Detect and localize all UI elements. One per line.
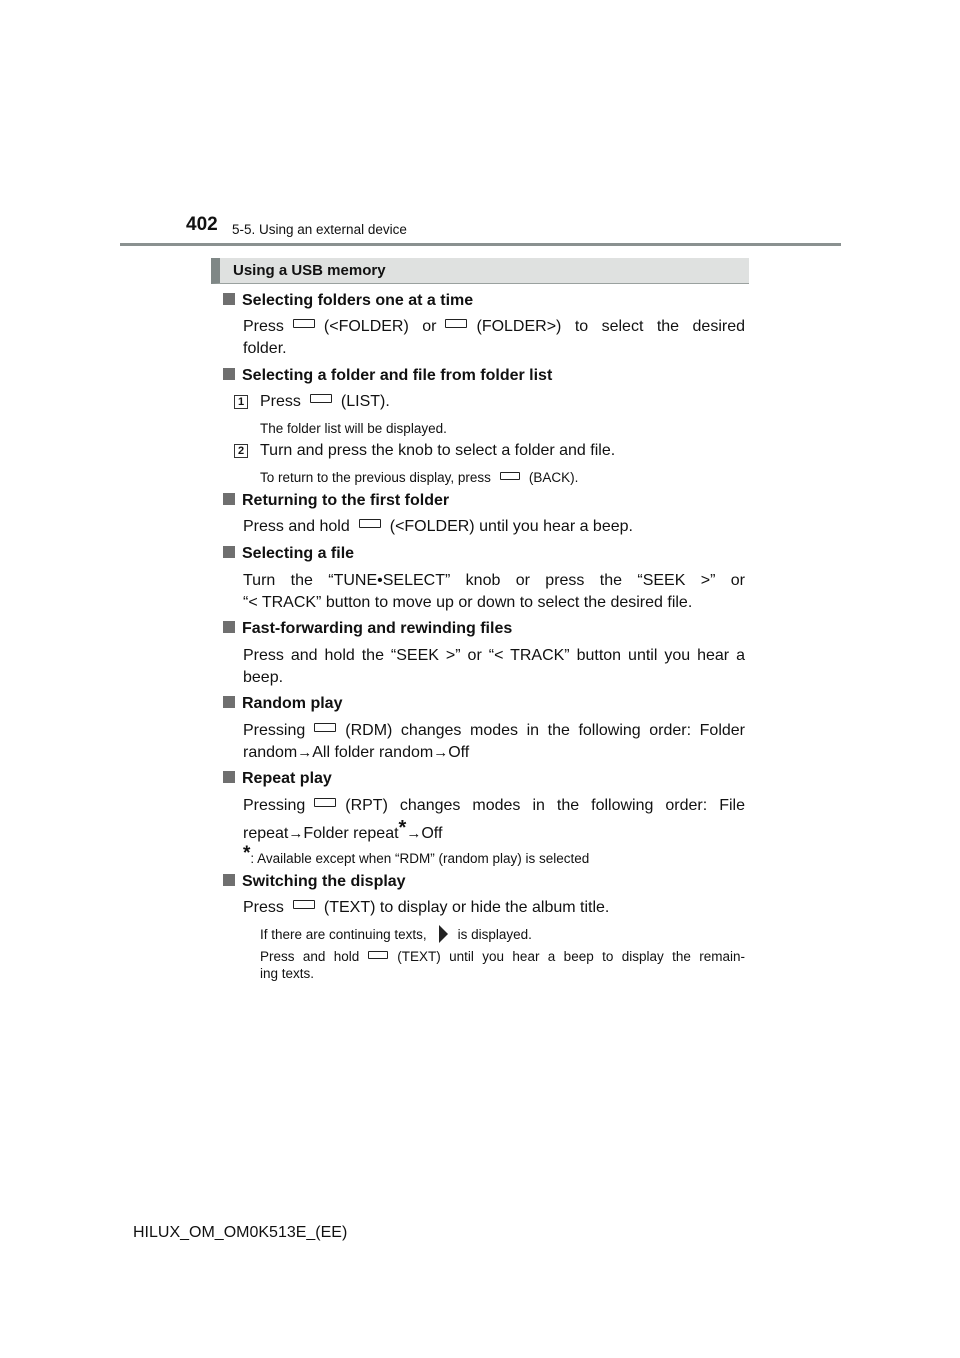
asterisk-mark: * <box>243 843 251 864</box>
step-2-text: Turn and press the knob to select a folder and file. <box>260 442 616 459</box>
paragraph-repeat-play-line2: repeat→Folder repeat*→Off <box>243 817 443 842</box>
square-bullet-icon <box>223 368 235 380</box>
note-continuing-texts: If there are continuing texts, is displayed. <box>260 927 532 942</box>
step-number-2: 2 <box>234 444 248 458</box>
paragraph-switching-display: Press (TEXT) to display or hide the album title. <box>243 899 610 916</box>
square-bullet-icon <box>223 621 235 633</box>
button-icon <box>293 319 315 328</box>
section-title: Using a USB memory <box>233 262 386 279</box>
page-number: 402 <box>186 214 218 235</box>
button-icon <box>293 900 315 909</box>
button-icon <box>310 394 332 403</box>
subheading-selecting-file: Selecting a file <box>223 544 354 564</box>
document-footer-code: HILUX_OM_OM0K513E_(EE) <box>133 1224 348 1241</box>
paragraph-selecting-folders-line2: folder. <box>243 340 287 357</box>
paragraph-fast-forward-line1: Press and hold the “SEEK >” or “< TRACK” button until you hear a <box>243 647 745 664</box>
paragraph-selecting-folders-line1: Press (<FOLDER) or (FOLDER>) to select the desired <box>243 318 745 335</box>
paragraph-random-play-line1: Pressing (RDM) changes modes in the following order: Folder <box>243 722 745 739</box>
button-icon <box>445 319 467 328</box>
section-heading-bar <box>211 258 749 284</box>
arrow-right-icon: → <box>297 744 313 761</box>
paragraph-random-play-line2: random→All folder random→Off <box>243 744 470 761</box>
footnote-rdm: *: Available except when “RDM” (random play) is selected <box>243 843 590 866</box>
button-icon <box>314 723 336 732</box>
paragraph-fast-forward-line2: beep. <box>243 669 284 686</box>
subheading-first-folder: Returning to the first folder <box>223 491 449 511</box>
subheading-random-play: Random play <box>223 694 342 714</box>
button-icon <box>314 798 336 807</box>
arrow-right-icon: → <box>406 825 422 842</box>
subheading-switching-display: Switching the display <box>223 872 406 892</box>
button-icon <box>368 951 388 959</box>
paragraph-selecting-file-line2: “< TRACK” button to move up or down to select the desired file. <box>243 594 693 611</box>
square-bullet-icon <box>223 696 235 708</box>
square-bullet-icon <box>223 493 235 505</box>
subheading-folder-list: Selecting a folder and file from folder list <box>223 366 552 386</box>
subheading-fast-forward: Fast-forwarding and rewinding files <box>223 619 512 639</box>
paragraph-repeat-play-line1: Pressing (RPT) changes modes in the following order: File <box>243 797 745 814</box>
chapter-title: 5-5. Using an external device <box>232 222 407 237</box>
button-icon <box>359 519 381 528</box>
paragraph-selecting-file-line1: Turn the “TUNE•SELECT” knob or press the “SEEK >” or <box>243 572 745 589</box>
arrow-right-icon: → <box>433 744 449 761</box>
note-press-hold-text-line1: Press and hold (TEXT) until you hear a beep to display the remain- <box>260 949 745 964</box>
step-1-text: Press (LIST). <box>260 393 390 410</box>
note-press-hold-text-line2: ing texts. <box>260 966 315 981</box>
square-bullet-icon <box>223 293 235 305</box>
continuation-arrow-icon <box>439 925 448 943</box>
header-divider <box>120 243 841 246</box>
subheading-selecting-folders: Selecting folders one at a time <box>223 291 473 311</box>
step-number-1: 1 <box>234 395 248 409</box>
step-2-note: To return to the previous display, press (BACK). <box>260 470 579 485</box>
subheading-repeat-play: Repeat play <box>223 769 332 789</box>
arrow-right-icon: → <box>288 825 304 842</box>
square-bullet-icon <box>223 771 235 783</box>
square-bullet-icon <box>223 874 235 886</box>
asterisk-mark: * <box>398 817 407 839</box>
square-bullet-icon <box>223 546 235 558</box>
step-1-note: The folder list will be displayed. <box>260 421 447 436</box>
button-icon <box>500 472 520 480</box>
paragraph-first-folder: Press and hold (<FOLDER) until you hear a beep. <box>243 518 633 535</box>
